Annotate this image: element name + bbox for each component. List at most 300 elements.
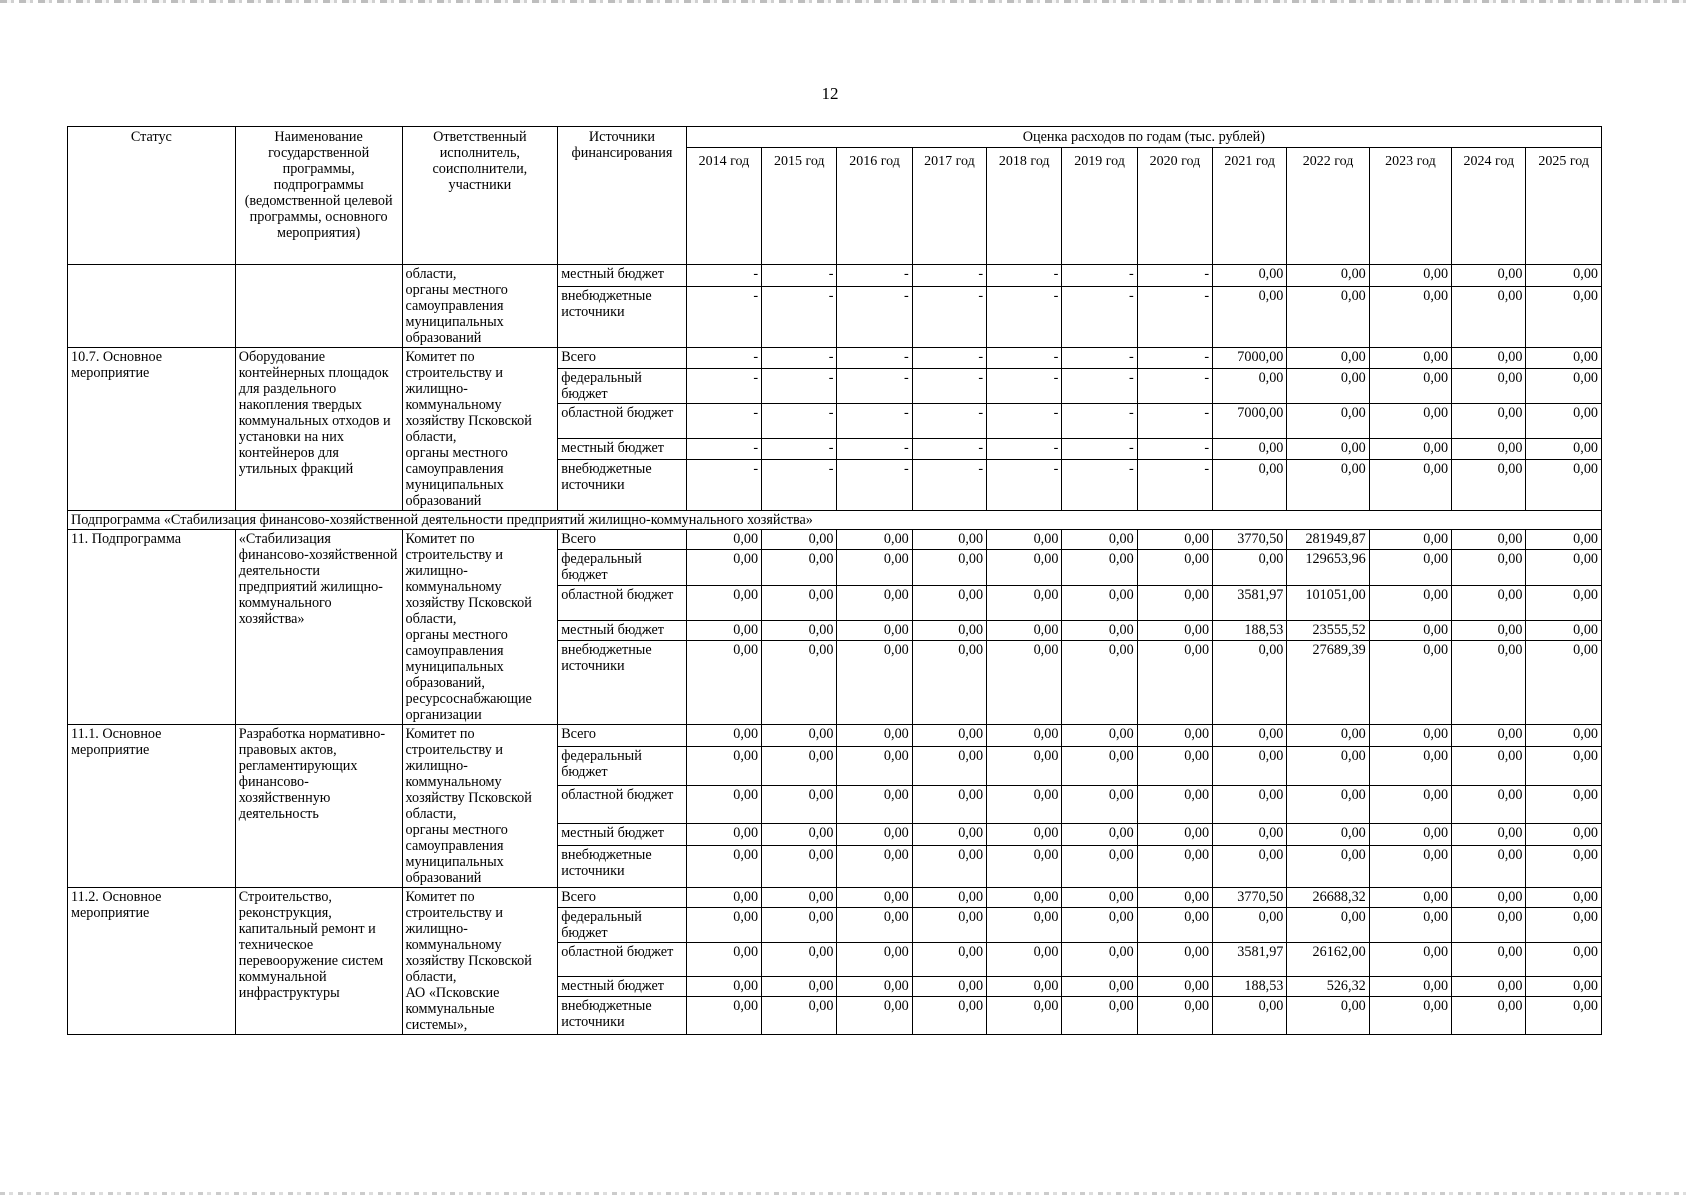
value-cell: - (837, 287, 912, 348)
responsible-line: АО «Псковские коммунальные системы», (405, 985, 500, 1033)
value-cell: 0,00 (837, 747, 912, 786)
value-cell: 0,00 (1369, 550, 1451, 586)
value-cell: 0,00 (1137, 908, 1212, 943)
scan-edge-bottom (0, 1192, 1686, 1195)
value-cell: 0,00 (1287, 908, 1369, 943)
value-cell: 0,00 (762, 943, 837, 977)
value-cell: 0,00 (1137, 997, 1212, 1035)
source-cell: местный бюджет (558, 620, 687, 640)
value-cell: 0,00 (1526, 287, 1602, 348)
value-cell: 3770,50 (1213, 530, 1287, 550)
value-cell: - (1062, 265, 1137, 287)
program-name-cell: Строительство, реконструкция, капитальный ремонт и техническое перевооружение систем коммунальной инфраструктуры (235, 888, 402, 1035)
value-cell: 0,00 (1369, 785, 1451, 823)
value-cell: 0,00 (1137, 888, 1212, 908)
value-cell: 0,00 (1213, 265, 1287, 287)
value-cell: 0,00 (1369, 823, 1451, 845)
value-cell: - (912, 459, 986, 510)
status-cell: 11.2. Основное мероприятие (68, 888, 236, 1035)
value-cell: 0,00 (1137, 785, 1212, 823)
value-cell: 0,00 (762, 530, 837, 550)
value-cell: 0,00 (1369, 977, 1451, 997)
value-cell: 0,00 (1287, 348, 1369, 369)
value-cell: 0,00 (837, 997, 912, 1035)
value-cell: 0,00 (1213, 287, 1287, 348)
value-cell: 0,00 (987, 530, 1062, 550)
value-cell: 0,00 (762, 785, 837, 823)
value-cell: - (837, 404, 912, 439)
value-cell: - (1137, 459, 1212, 510)
value-cell: 0,00 (912, 977, 986, 997)
value-cell: 0,00 (912, 620, 986, 640)
responsible-cell (402, 348, 558, 511)
value-cell: - (1137, 287, 1212, 348)
value-cell: 0,00 (1137, 725, 1212, 747)
value-cell: 0,00 (1526, 530, 1602, 550)
value-cell: 0,00 (1369, 888, 1451, 908)
value-cell: 101051,00 (1287, 586, 1369, 621)
value-cell: 0,00 (1137, 550, 1212, 586)
value-cell: 3581,97 (1213, 943, 1287, 977)
source-cell: внебюджетные источники (558, 997, 687, 1035)
value-cell: 0,00 (1287, 265, 1369, 287)
value-cell: 0,00 (1452, 943, 1526, 977)
value-cell: - (1137, 439, 1212, 460)
value-cell: 0,00 (987, 977, 1062, 997)
header-year: 2020 год (1137, 148, 1212, 265)
source-cell: областной бюджет (558, 404, 687, 439)
header-year: 2023 год (1369, 148, 1451, 265)
value-cell: 0,00 (1062, 530, 1137, 550)
source-cell: областной бюджет (558, 586, 687, 621)
value-cell: 0,00 (1213, 439, 1287, 460)
value-cell: 0,00 (837, 620, 912, 640)
value-cell: 0,00 (1137, 845, 1212, 887)
value-cell: 0,00 (1213, 725, 1287, 747)
value-cell: 0,00 (837, 641, 912, 725)
value-cell: 0,00 (1369, 404, 1451, 439)
value-cell: 0,00 (1526, 404, 1602, 439)
value-cell: 0,00 (1452, 439, 1526, 460)
value-cell: - (762, 439, 837, 460)
responsible-cell (402, 888, 558, 1035)
header-responsible: Ответственный исполнитель, соисполнители, участники (402, 127, 558, 265)
value-cell: 0,00 (1452, 977, 1526, 997)
header-year: 2015 год (762, 148, 837, 265)
program-name-cell: Оборудование контейнерных площадок для раздельного накопления твердых коммунальных отходов и установки на них контейнеров для утильных фракций (235, 348, 402, 511)
value-cell: - (1062, 287, 1137, 348)
value-cell: - (686, 348, 761, 369)
value-cell: 0,00 (1526, 439, 1602, 460)
value-cell: 0,00 (686, 550, 761, 586)
value-cell: 0,00 (1526, 823, 1602, 845)
value-cell: - (1062, 368, 1137, 404)
value-cell: 0,00 (686, 997, 761, 1035)
value-cell: 0,00 (1287, 368, 1369, 404)
value-cell: - (1137, 348, 1212, 369)
value-cell: 0,00 (1452, 530, 1526, 550)
value-cell: 0,00 (987, 888, 1062, 908)
source-cell: внебюджетные источники (558, 287, 687, 348)
value-cell: 0,00 (837, 785, 912, 823)
value-cell: 0,00 (1137, 747, 1212, 786)
value-cell: 0,00 (837, 888, 912, 908)
value-cell: 0,00 (1137, 586, 1212, 621)
value-cell: 0,00 (1213, 368, 1287, 404)
program-name-cell: «Стабилизация финансово-хозяйственной деятельности предприятий жилищно-коммунального хозяйства» (235, 530, 402, 725)
value-cell: 0,00 (1452, 845, 1526, 887)
responsible-line: области, (405, 266, 457, 282)
value-cell: 0,00 (1287, 785, 1369, 823)
header-sources: Источники финансирования (558, 127, 687, 265)
source-cell: Всего (558, 530, 687, 550)
value-cell: - (987, 287, 1062, 348)
value-cell: 0,00 (1369, 265, 1451, 287)
value-cell: - (686, 265, 761, 287)
header-name: Наименование государственной программы, подпрограммы (ведомственной целевой программы, основного мероприятия) (235, 127, 402, 265)
source-cell: федеральный бюджет (558, 747, 687, 786)
value-cell: 0,00 (1452, 620, 1526, 640)
value-cell: 0,00 (1369, 439, 1451, 460)
responsible-line: Комитет по строительству и жилищно-коммунальному хозяйству Псковской области, (405, 531, 532, 627)
value-cell: 0,00 (912, 550, 986, 586)
value-cell: - (987, 265, 1062, 287)
value-cell: - (1062, 439, 1137, 460)
responsible-line: органы местного самоуправления муниципальных образований (405, 822, 508, 886)
value-cell: 0,00 (1137, 620, 1212, 640)
value-cell: 0,00 (1369, 459, 1451, 510)
status-cell: 10.7. Основное мероприятие (68, 348, 236, 511)
value-cell: 0,00 (1452, 725, 1526, 747)
value-cell: 0,00 (1526, 943, 1602, 977)
value-cell: 526,32 (1287, 977, 1369, 997)
expenditure-table (67, 126, 1602, 1035)
value-cell: 0,00 (1213, 997, 1287, 1035)
value-cell: 0,00 (1062, 641, 1137, 725)
section-title: Подпрограмма «Стабилизация финансово-хозяйственной деятельности предприятий жилищно-коммунального хозяйства» (68, 511, 1602, 530)
value-cell: 0,00 (1526, 459, 1602, 510)
page-number: 12 (821, 84, 839, 103)
value-cell: 0,00 (987, 641, 1062, 725)
responsible-line: ресурсоснабжающие организации (405, 691, 532, 723)
value-cell: 0,00 (1062, 997, 1137, 1035)
value-cell: 0,00 (762, 620, 837, 640)
value-cell: 0,00 (1062, 725, 1137, 747)
source-cell: внебюджетные источники (558, 641, 687, 725)
value-cell: 129653,96 (1287, 550, 1369, 586)
value-cell: 0,00 (1062, 823, 1137, 845)
value-cell: 26688,32 (1287, 888, 1369, 908)
value-cell: 0,00 (1452, 823, 1526, 845)
value-cell: - (987, 439, 1062, 460)
value-cell: 0,00 (987, 943, 1062, 977)
value-cell: - (912, 404, 986, 439)
table-row (68, 888, 1602, 908)
value-cell: 0,00 (1213, 845, 1287, 887)
status-cell: 11.1. Основное мероприятие (68, 725, 236, 888)
value-cell: - (912, 265, 986, 287)
responsible-cell (402, 530, 558, 725)
value-cell: 0,00 (912, 908, 986, 943)
header-year: 2016 год (837, 148, 912, 265)
value-cell: 0,00 (686, 620, 761, 640)
value-cell: 0,00 (1452, 888, 1526, 908)
value-cell: - (912, 368, 986, 404)
value-cell: 0,00 (1452, 641, 1526, 725)
value-cell: - (762, 368, 837, 404)
header-year: 2018 год (987, 148, 1062, 265)
value-cell: 0,00 (686, 943, 761, 977)
value-cell: 0,00 (1526, 725, 1602, 747)
program-name-cell: Разработка нормативно-правовых актов, регламентирующих финансово-хозяйственную деятельность (235, 725, 402, 888)
value-cell: 0,00 (1369, 908, 1451, 943)
value-cell: - (837, 348, 912, 369)
source-cell: федеральный бюджет (558, 368, 687, 404)
value-cell: - (987, 459, 1062, 510)
value-cell: - (686, 439, 761, 460)
value-cell: - (987, 348, 1062, 369)
value-cell: 0,00 (1526, 747, 1602, 786)
value-cell: - (837, 439, 912, 460)
section-row (68, 511, 1602, 530)
value-cell: 0,00 (1452, 265, 1526, 287)
value-cell: 0,00 (987, 586, 1062, 621)
value-cell: 0,00 (837, 530, 912, 550)
value-cell: 0,00 (1452, 287, 1526, 348)
status-cell: 11. Подпрограмма (68, 530, 236, 725)
source-cell: внебюджетные источники (558, 459, 687, 510)
value-cell: 0,00 (1526, 785, 1602, 823)
value-cell: 0,00 (686, 747, 761, 786)
value-cell: 0,00 (762, 586, 837, 621)
value-cell: 0,00 (686, 641, 761, 725)
value-cell: 3770,50 (1213, 888, 1287, 908)
value-cell: - (686, 404, 761, 439)
value-cell: 0,00 (1452, 997, 1526, 1035)
value-cell: - (1137, 368, 1212, 404)
value-cell: 0,00 (762, 977, 837, 997)
responsible-cell (402, 725, 558, 888)
value-cell: 0,00 (1213, 641, 1287, 725)
value-cell: 0,00 (762, 888, 837, 908)
value-cell: 0,00 (686, 845, 761, 887)
value-cell: 0,00 (912, 943, 986, 977)
value-cell: 0,00 (762, 550, 837, 586)
value-cell: 0,00 (1062, 785, 1137, 823)
value-cell: - (1137, 265, 1212, 287)
value-cell: 0,00 (762, 845, 837, 887)
responsible-line: Комитет по строительству и жилищно-коммунальному хозяйству Псковской области, (405, 889, 532, 985)
source-cell: местный бюджет (558, 439, 687, 460)
value-cell: 0,00 (1062, 620, 1137, 640)
value-cell: 0,00 (1526, 586, 1602, 621)
value-cell: 27689,39 (1287, 641, 1369, 725)
header-year: 2014 год (686, 148, 761, 265)
value-cell: 0,00 (1526, 845, 1602, 887)
value-cell: - (987, 404, 1062, 439)
value-cell: 0,00 (1526, 550, 1602, 586)
value-cell: 0,00 (762, 908, 837, 943)
responsible-line: органы местного самоуправления муниципальных образований (405, 282, 508, 346)
source-cell: местный бюджет (558, 265, 687, 287)
value-cell: 0,00 (1287, 845, 1369, 887)
value-cell: - (1062, 348, 1137, 369)
value-cell: 0,00 (1369, 348, 1451, 369)
value-cell: 7000,00 (1213, 404, 1287, 439)
value-cell: 0,00 (1287, 823, 1369, 845)
source-cell: местный бюджет (558, 977, 687, 997)
value-cell: 0,00 (987, 785, 1062, 823)
value-cell: 0,00 (837, 725, 912, 747)
value-cell: 0,00 (912, 725, 986, 747)
value-cell: - (1062, 459, 1137, 510)
header-year: 2024 год (1452, 148, 1526, 265)
value-cell: 0,00 (837, 845, 912, 887)
value-cell: 0,00 (762, 997, 837, 1035)
program-name-cell (235, 265, 402, 348)
value-cell: 0,00 (1287, 747, 1369, 786)
value-cell: 0,00 (1213, 908, 1287, 943)
value-cell: 0,00 (1369, 530, 1451, 550)
source-cell: Всего (558, 348, 687, 369)
source-cell: областной бюджет (558, 943, 687, 977)
value-cell: 0,00 (1369, 725, 1451, 747)
value-cell: - (762, 348, 837, 369)
value-cell: 0,00 (837, 823, 912, 845)
value-cell: 0,00 (987, 747, 1062, 786)
value-cell: 0,00 (1062, 908, 1137, 943)
responsible-line: Комитет по строительству и жилищно-коммунальному хозяйству Псковской области, (405, 726, 532, 822)
value-cell: 0,00 (1369, 287, 1451, 348)
source-cell: областной бюджет (558, 785, 687, 823)
header-estimate: Оценка расходов по годам (тыс. рублей) (686, 127, 1601, 148)
value-cell: 0,00 (987, 550, 1062, 586)
status-cell (68, 265, 236, 348)
value-cell: 0,00 (1062, 888, 1137, 908)
value-cell: - (987, 368, 1062, 404)
value-cell: 0,00 (1452, 368, 1526, 404)
header-year: 2017 год (912, 148, 986, 265)
value-cell: - (1137, 404, 1212, 439)
value-cell: 0,00 (686, 785, 761, 823)
value-cell: 0,00 (837, 908, 912, 943)
value-cell: 0,00 (912, 823, 986, 845)
value-cell: - (762, 404, 837, 439)
value-cell: 0,00 (1369, 641, 1451, 725)
table-row (68, 530, 1602, 550)
table-row (68, 348, 1602, 369)
value-cell: 0,00 (1452, 404, 1526, 439)
value-cell: 0,00 (1452, 747, 1526, 786)
responsible-cell (402, 265, 558, 348)
value-cell: 0,00 (1369, 845, 1451, 887)
value-cell: 0,00 (1137, 943, 1212, 977)
value-cell: 0,00 (987, 845, 1062, 887)
value-cell: 0,00 (1526, 997, 1602, 1035)
table-row (68, 725, 1602, 747)
value-cell: 0,00 (837, 586, 912, 621)
value-cell: 0,00 (686, 908, 761, 943)
value-cell: 0,00 (686, 586, 761, 621)
value-cell: 0,00 (1526, 888, 1602, 908)
value-cell: 0,00 (1369, 620, 1451, 640)
value-cell: 0,00 (837, 977, 912, 997)
value-cell: 0,00 (762, 823, 837, 845)
header-year: 2025 год (1526, 148, 1602, 265)
value-cell: 0,00 (912, 586, 986, 621)
value-cell: 0,00 (1062, 845, 1137, 887)
responsible-line: органы местного самоуправления муниципальных образований (405, 445, 508, 509)
value-cell: 0,00 (912, 845, 986, 887)
value-cell: 0,00 (912, 641, 986, 725)
value-cell: 0,00 (1213, 823, 1287, 845)
value-cell: 0,00 (987, 997, 1062, 1035)
value-cell: 0,00 (1287, 287, 1369, 348)
value-cell: 0,00 (987, 908, 1062, 943)
value-cell: - (762, 265, 837, 287)
source-cell: Всего (558, 725, 687, 747)
value-cell: 0,00 (987, 725, 1062, 747)
value-cell: - (837, 368, 912, 404)
value-cell: 0,00 (1452, 550, 1526, 586)
value-cell: 0,00 (987, 823, 1062, 845)
value-cell: 0,00 (1526, 641, 1602, 725)
value-cell: 0,00 (1526, 368, 1602, 404)
responsible-line: органы местного самоуправления муниципальных образований, (405, 627, 508, 691)
value-cell: 0,00 (987, 620, 1062, 640)
value-cell: 0,00 (1062, 943, 1137, 977)
value-cell: 0,00 (686, 977, 761, 997)
value-cell: - (912, 439, 986, 460)
header-year: 2021 год (1213, 148, 1287, 265)
header-year: 2019 год (1062, 148, 1137, 265)
value-cell: 0,00 (1526, 348, 1602, 369)
value-cell: 0,00 (1526, 265, 1602, 287)
value-cell: 0,00 (912, 888, 986, 908)
source-cell: Всего (558, 888, 687, 908)
value-cell: 0,00 (1369, 997, 1451, 1035)
value-cell: 0,00 (1452, 348, 1526, 369)
value-cell: 0,00 (912, 530, 986, 550)
value-cell: - (912, 348, 986, 369)
source-cell: федеральный бюджет (558, 550, 687, 586)
value-cell: 0,00 (1213, 550, 1287, 586)
value-cell: - (1062, 404, 1137, 439)
value-cell: 0,00 (1369, 943, 1451, 977)
value-cell: 0,00 (1526, 620, 1602, 640)
value-cell: - (762, 459, 837, 510)
value-cell: 0,00 (1213, 459, 1287, 510)
value-cell: 0,00 (1213, 785, 1287, 823)
value-cell: 0,00 (912, 747, 986, 786)
header-status: Статус (68, 127, 236, 265)
value-cell: 188,53 (1213, 620, 1287, 640)
value-cell: 0,00 (1137, 977, 1212, 997)
value-cell: - (686, 287, 761, 348)
value-cell: 0,00 (1452, 785, 1526, 823)
value-cell: 0,00 (1137, 530, 1212, 550)
value-cell: 281949,87 (1287, 530, 1369, 550)
value-cell: 188,53 (1213, 977, 1287, 997)
table-row (68, 265, 1602, 287)
value-cell: 0,00 (1062, 586, 1137, 621)
value-cell: 0,00 (1062, 977, 1137, 997)
value-cell: - (837, 265, 912, 287)
scan-edge-top (0, 0, 1686, 3)
value-cell: 23555,52 (1287, 620, 1369, 640)
value-cell: 0,00 (912, 997, 986, 1035)
value-cell: - (912, 287, 986, 348)
